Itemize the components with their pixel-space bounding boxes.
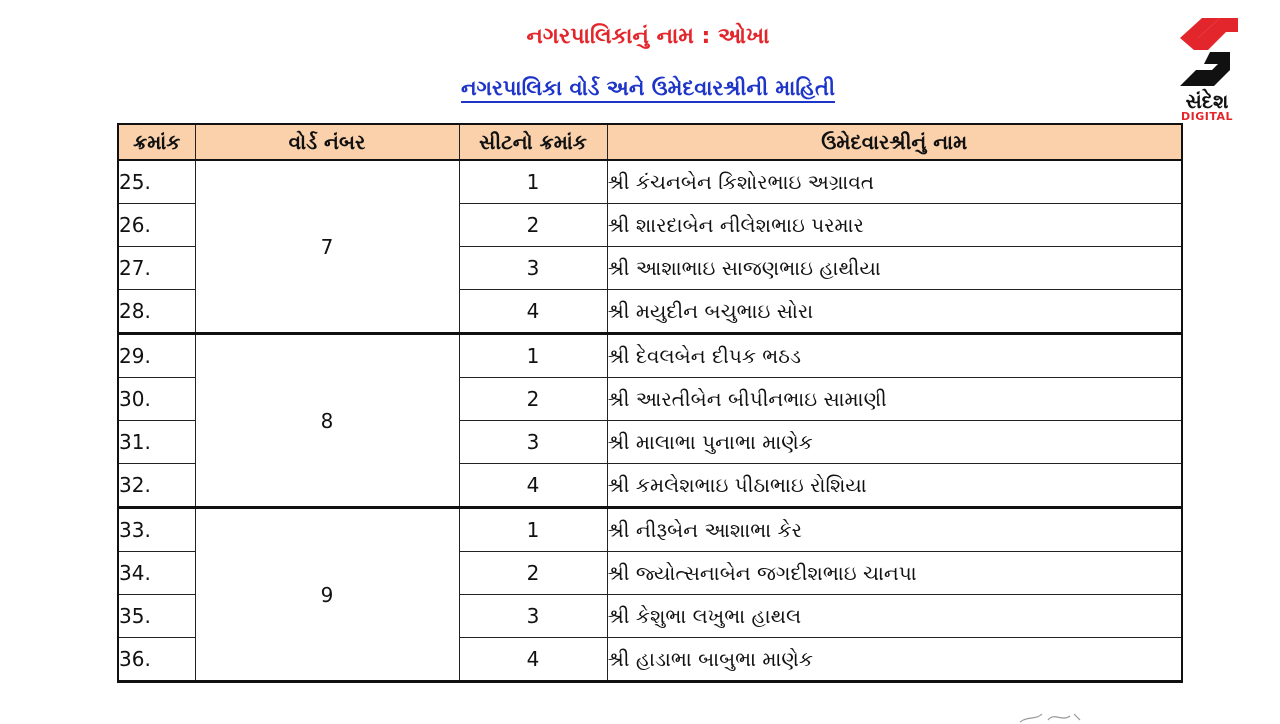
serial-cell: 26. <box>118 204 195 247</box>
seat-number-cell: 3 <box>459 247 607 290</box>
candidate-name-cell: શ્રી આરતીબેન બીપીનભાઇ સામાણી <box>607 378 1182 421</box>
sandesh-logo-icon <box>1174 18 1244 90</box>
table-row <box>118 160 1182 204</box>
seat-number-cell: 4 <box>459 464 607 508</box>
serial-cell: 35. <box>118 595 195 638</box>
seat-number-cell: 2 <box>459 552 607 595</box>
logo-tagline: DIGITAL <box>1180 110 1234 123</box>
candidate-name-cell: શ્રી જ્યોત્સનાબેન જગદીશભાઇ ચાનપા <box>607 552 1182 595</box>
candidate-name-cell: શ્રી હાડાભા બાબુભા માણેક <box>607 638 1182 682</box>
ward-number-cell: 7 <box>195 160 459 334</box>
column-header-candidate: ઉમેદવારશ્રીનું નામ <box>607 124 1182 160</box>
page-title: નગરપાલિકાનું નામ : ઓખા <box>526 24 770 49</box>
serial-cell: 29. <box>118 334 195 378</box>
seat-number-cell: 3 <box>459 421 607 464</box>
candidate-name-cell: શ્રી મયુદીન બચુભાઇ સોરા <box>607 290 1182 334</box>
sandesh-logo <box>1172 18 1244 124</box>
serial-cell: 25. <box>118 160 195 204</box>
seat-number-cell: 1 <box>459 508 607 552</box>
serial-cell: 31. <box>118 421 195 464</box>
table-row <box>118 334 1182 378</box>
serial-cell: 34. <box>118 552 195 595</box>
seat-number-cell: 1 <box>459 160 607 204</box>
candidate-table <box>117 123 1183 683</box>
seat-number-cell: 4 <box>459 290 607 334</box>
column-header-serial: ક્રમાંક <box>118 124 195 160</box>
column-header-ward: વોર્ડ નંબર <box>195 124 459 160</box>
signature-mark <box>1018 710 1082 724</box>
page-subtitle <box>0 76 1280 101</box>
seat-number-cell: 2 <box>459 204 607 247</box>
candidate-name-cell: શ્રી કેશુભા લખુભા હાથલ <box>607 595 1182 638</box>
serial-cell: 33. <box>118 508 195 552</box>
candidate-name-cell: શ્રી માલાભા પુનાભા માણેક <box>607 421 1182 464</box>
serial-cell: 30. <box>118 378 195 421</box>
table-row <box>118 508 1182 552</box>
seat-number-cell: 4 <box>459 638 607 682</box>
table-header-row <box>118 124 1182 160</box>
candidate-name-cell: શ્રી નીરૂબેન આશાભા કેર <box>607 508 1182 552</box>
candidate-name-cell: શ્રી કમલેશભાઇ પીઠાભાઇ રોશિયા <box>607 464 1182 508</box>
serial-cell: 27. <box>118 247 195 290</box>
serial-cell: 28. <box>118 290 195 334</box>
seat-number-cell: 3 <box>459 595 607 638</box>
subtitle-text: નગરપાલિકા વોર્ડ અને ઉમેદવારશ્રીની માહિતી <box>461 76 835 103</box>
serial-cell: 32. <box>118 464 195 508</box>
seat-number-cell: 1 <box>459 334 607 378</box>
seat-number-cell: 2 <box>459 378 607 421</box>
candidate-name-cell: શ્રી દેવલબેન દીપક ભઠડ <box>607 334 1182 378</box>
logo-name: સંદેશ <box>1185 89 1229 113</box>
column-header-seat: સીટનો ક્રમાંક <box>459 124 607 160</box>
candidate-name-cell: શ્રી કંચનબેન કિશોરભાઇ અગ્રાવત <box>607 160 1182 204</box>
table-body <box>118 160 1182 682</box>
ward-number-cell: 8 <box>195 334 459 508</box>
serial-cell: 36. <box>118 638 195 682</box>
candidate-name-cell: શ્રી શારદાબેન નીલેશભાઇ પરમાર <box>607 204 1182 247</box>
candidate-name-cell: શ્રી આશાભાઇ સાજણભાઇ હાથીયા <box>607 247 1182 290</box>
ward-number-cell: 9 <box>195 508 459 682</box>
